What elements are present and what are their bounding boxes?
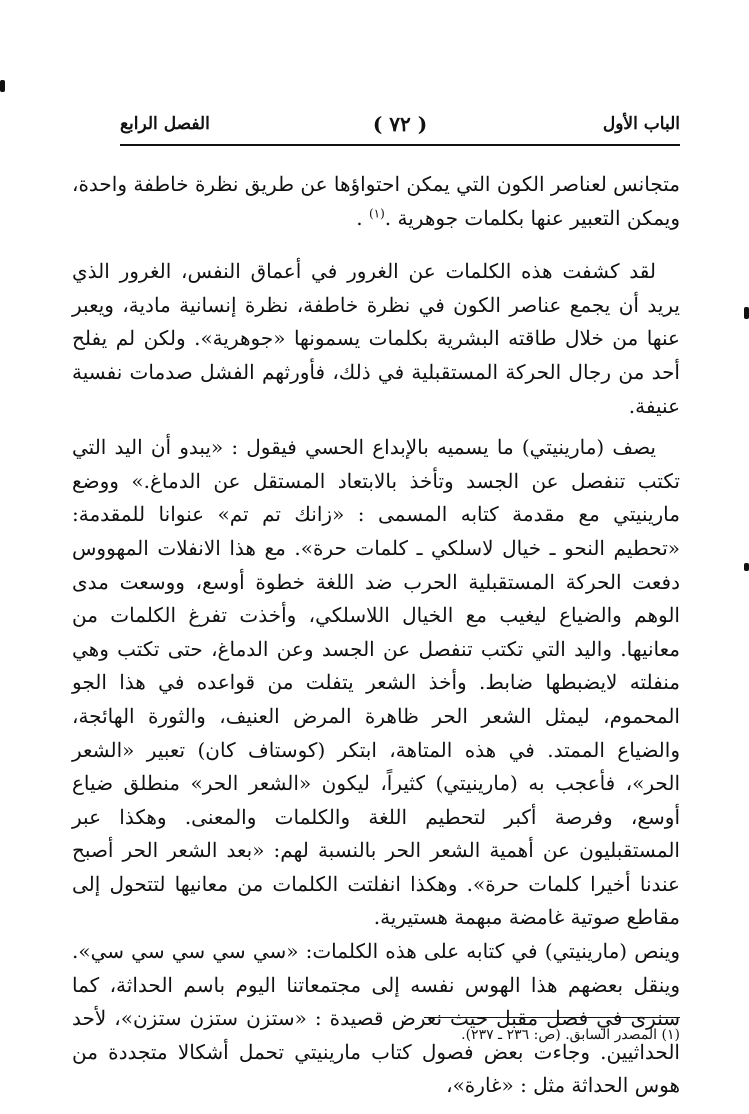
right-edge-mark-middle (744, 563, 749, 571)
left-edge-mark-top (0, 80, 5, 92)
paragraph-1 (72, 168, 680, 235)
part-title: الباب الأول (602, 114, 680, 134)
paragraph-1-text: متجانس لعناصر الكون التي يمكن احتواؤها عن طريق نظرة خاطفة واحدة، ويمكن التعبير عنها بكلمات جوهرية . (72, 172, 680, 230)
right-edge-mark-top (744, 307, 749, 319)
footnote-reference: (١) (368, 205, 385, 220)
page-body (72, 168, 680, 1103)
paragraph-2: لقد كشفت هذه الكلمات عن الغرور في أعماق النفس، الغرور الذي يريد أن يجمع عناصر الكون في نظرة خاطفة، نظرة إنسانية مادية، ويعبر عنها من خلال طاقته البشرية بكلمات يسمونها «جوهرية». ولكن لم يفلح أحد من رجال الحركة المستقبلية في ذلك، فأورثهم الفشل صدمات نفسية عنيفة. (72, 259, 680, 418)
paragraph-3: يصف (مارينيتي) ما يسميه بالإبداع الحسي فيقول : «يبدو أن اليد التي تكتب تنفصل عن الجسد وتأخذ بالابتعاد المستقل عن الدماغ.» ووضع مارينيتي مع مقدمة كتابه المسمى : «زانك تم تم» عنوانا للمقدمة: «تحطيم النحو ـ خيال لاسلكي ـ كلمات حرة». مع هذا الانفلات المهووس دفعت الحركة المستقبلية الحرب ضد اللغة خطوة أوسع، ووسعت مدى الوهم والضياع ليغيب مع الخيال اللاسلكي، وأخذت تفرغ الكلمات من معانيها. واليد التي تكتب تنفصل عن الجسد وعن الدماغ، حتى تكتب وهي منفلته لايضبطها ضابط. وأخذ الشعر يتفلت من قواعده في هذا الجو المحموم، ليمثل الشعر الحر ظاهرة المرض العنيف، والثورة الهائجة، والضياع الممتد. في هذه المتاهة، ابتكر (كوستاف كان) تعبير «الشعر الحر»، فأعجب به (مارينيتي) كثيراً، ليكون «الشعر الحر» منطلق ضياع أوسع، وفرصة أكبر لتحطيم اللغة والكلمات والمعنى. وهكذا عبر المستقبليون عن أهمية الشعر الحر بالنسبة لهم: «بعد الشعر الحر أصبح عندنا أخيرا كلمات حرة». وهكذا انفلتت الكلمات من معانيها لتتحول إلى مقاطع صوتية غامضة مبهمة هستيرية. (72, 435, 680, 930)
header-rule (120, 144, 680, 146)
footnote-rule (424, 1017, 680, 1018)
page-number: ( ٧٢ ) (372, 112, 428, 136)
footnote: (١) المصدر السابق. (ص: ٢٣٦ ـ ٢٣٧). (461, 1027, 680, 1043)
page-header (120, 112, 680, 140)
chapter-title: الفصل الرابع (120, 114, 210, 134)
paragraph-1-trailing: . (356, 205, 369, 230)
paragraph-4: وينص (مارينيتي) في كتابه على هذه الكلمات: «سي سي سي سي سي». وينقل بعضهم هذا الهوس نفسه إلى مجتمعاتنا اليوم باسم الحداثة، كما سنرى في فصل مقبل حيث نعرض قصيدة : «ستزن ستزن ستزن»، لأحد الحداثيين. وجاءت بعض فصول كتاب مارينيتي تحمل أشكالا متجددة من هوس الحداثة مثل : «غارة»، (72, 939, 681, 1098)
